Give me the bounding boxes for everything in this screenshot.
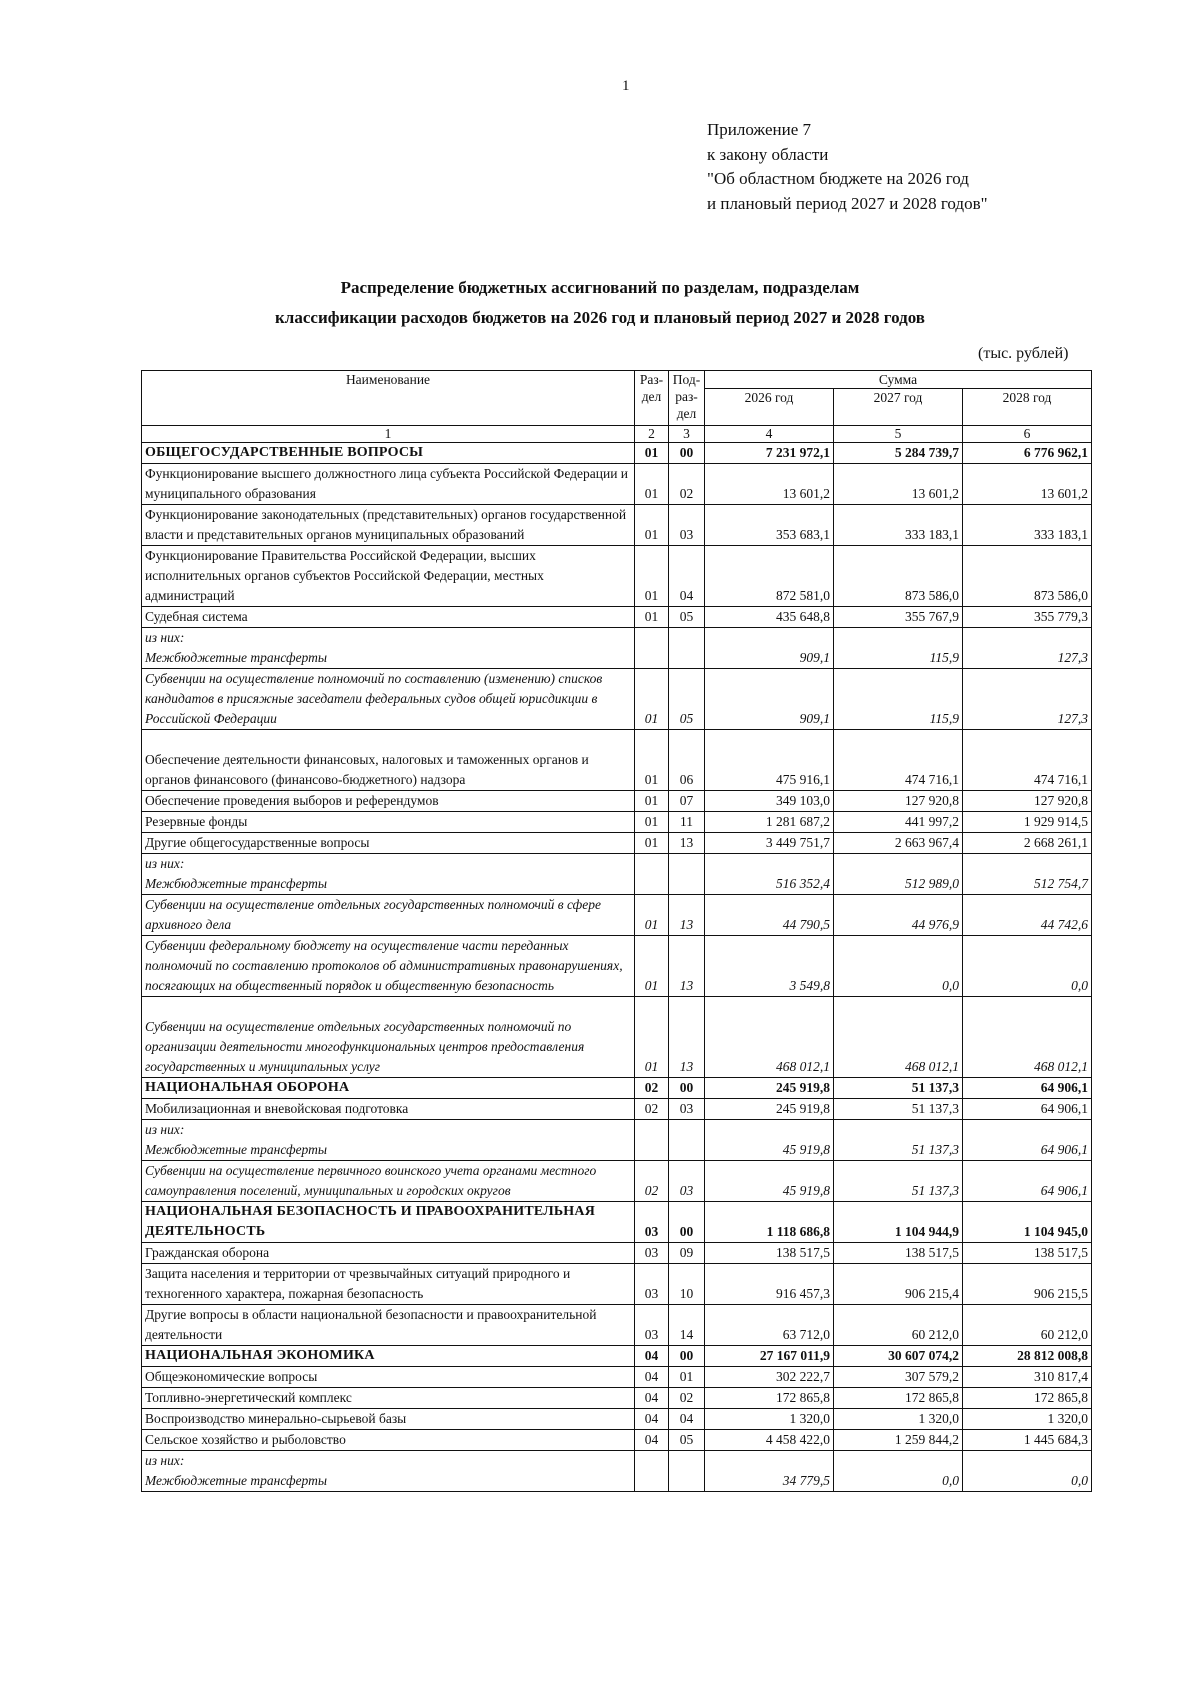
- row-value-2026: 516 352,4: [705, 854, 834, 895]
- row-value-2027: 0,0: [834, 936, 963, 997]
- row-value-2028: 0,0: [963, 1451, 1092, 1492]
- row-section-code: 02: [635, 1078, 669, 1099]
- row-value-2026: 302 222,7: [705, 1367, 834, 1388]
- row-subsection-code: 01: [669, 1367, 705, 1388]
- row-value-2027: 0,0: [834, 1451, 963, 1492]
- row-value-2028: 2 668 261,1: [963, 833, 1092, 854]
- row-subsection-code: 05: [669, 1430, 705, 1451]
- row-value-2027: 355 767,9: [834, 607, 963, 628]
- row-section-code: 04: [635, 1388, 669, 1409]
- row-section-code: [635, 854, 669, 895]
- header-year-2027: 2027 год: [834, 389, 963, 426]
- row-subsection-code: 06: [669, 730, 705, 791]
- row-subsection-code: 07: [669, 791, 705, 812]
- header-year-2026: 2026 год: [705, 389, 834, 426]
- table-row: [142, 669, 1092, 730]
- row-value-2026: 7 231 972,1: [705, 443, 834, 464]
- row-subsection-code: 03: [669, 1161, 705, 1202]
- row-subsection-code: 05: [669, 607, 705, 628]
- row-subsection-code: 00: [669, 1202, 705, 1243]
- row-section-code: 03: [635, 1305, 669, 1346]
- row-value-2026: 1 118 686,8: [705, 1202, 834, 1243]
- row-name: НАЦИОНАЛЬНАЯ ЭКОНОМИКА: [142, 1346, 635, 1367]
- row-section-code: 04: [635, 1346, 669, 1367]
- row-value-2026: 45 919,8: [705, 1120, 834, 1161]
- table-row: [142, 1346, 1092, 1367]
- row-name: Субвенции на осуществление отдельных государственных полномочий в сфере архивного дела: [142, 895, 635, 936]
- row-value-2026: 916 457,3: [705, 1264, 834, 1305]
- row-value-2028: 138 517,5: [963, 1243, 1092, 1264]
- table-row: [142, 464, 1092, 505]
- row-value-2028: 512 754,7: [963, 854, 1092, 895]
- row-section-code: 01: [635, 833, 669, 854]
- row-value-2026: 245 919,8: [705, 1078, 834, 1099]
- row-value-2028: 6 776 962,1: [963, 443, 1092, 464]
- row-value-2027: 51 137,3: [834, 1078, 963, 1099]
- row-section-code: 03: [635, 1243, 669, 1264]
- row-value-2028: 60 212,0: [963, 1305, 1092, 1346]
- row-name: Мобилизационная и вневойсковая подготовка: [142, 1099, 635, 1120]
- row-name: Обеспечение деятельности финансовых, налоговых и таможенных органов и органов финансового (финансово-бюджетного) надзора: [142, 730, 635, 791]
- row-subsection-code: 13: [669, 936, 705, 997]
- row-name: из них: Межбюджетные трансферты: [142, 628, 635, 669]
- row-subsection-code: 13: [669, 997, 705, 1078]
- table-row: [142, 833, 1092, 854]
- appendix-line: Приложение 7: [707, 120, 811, 139]
- row-value-2027: 1 320,0: [834, 1409, 963, 1430]
- column-index: 2: [635, 426, 669, 443]
- row-value-2028: 1 929 914,5: [963, 812, 1092, 833]
- row-subsection-code: [669, 628, 705, 669]
- row-value-2028: 333 183,1: [963, 505, 1092, 546]
- row-value-2027: 5 284 739,7: [834, 443, 963, 464]
- row-subsection-code: 02: [669, 464, 705, 505]
- row-value-2026: 3 449 751,7: [705, 833, 834, 854]
- row-value-2028: 127 920,8: [963, 791, 1092, 812]
- row-name: Субвенции федеральному бюджету на осуществление части переданных полномочий по составлению протоколов об административных правонарушениях, посягающих на общественный порядок и общественную безопасность: [142, 936, 635, 997]
- row-value-2028: 127,3: [963, 628, 1092, 669]
- row-value-2027: 51 137,3: [834, 1120, 963, 1161]
- row-subsection-code: 00: [669, 1346, 705, 1367]
- header-section: Раз-дел: [635, 371, 669, 426]
- budget-table: [141, 370, 1092, 1492]
- row-name: из них: Межбюджетные трансферты: [142, 1120, 635, 1161]
- table-row: [142, 812, 1092, 833]
- row-value-2026: 27 167 011,9: [705, 1346, 834, 1367]
- row-section-code: 04: [635, 1430, 669, 1451]
- row-subsection-code: 02: [669, 1388, 705, 1409]
- row-subsection-code: 03: [669, 505, 705, 546]
- row-subsection-code: [669, 1120, 705, 1161]
- row-section-code: 01: [635, 997, 669, 1078]
- row-subsection-code: 04: [669, 1409, 705, 1430]
- table-row: [142, 1305, 1092, 1346]
- row-subsection-code: 03: [669, 1099, 705, 1120]
- row-value-2027: 468 012,1: [834, 997, 963, 1078]
- title-line: классификации расходов бюджетов на 2026 год и плановый период 2027 и 2028 годов: [275, 308, 925, 327]
- column-index: 4: [705, 426, 834, 443]
- table-row: [142, 1388, 1092, 1409]
- row-section-code: 01: [635, 730, 669, 791]
- table-row: [142, 1078, 1092, 1099]
- document-title: [0, 273, 1200, 333]
- row-value-2028: 355 779,3: [963, 607, 1092, 628]
- row-value-2027: 906 215,4: [834, 1264, 963, 1305]
- row-value-2026: 138 517,5: [705, 1243, 834, 1264]
- row-value-2027: 307 579,2: [834, 1367, 963, 1388]
- row-value-2028: 1 445 684,3: [963, 1430, 1092, 1451]
- row-value-2026: 4 458 422,0: [705, 1430, 834, 1451]
- row-value-2028: 64 906,1: [963, 1120, 1092, 1161]
- row-name: Воспроизводство минерально-сырьевой базы: [142, 1409, 635, 1430]
- table-row: [142, 854, 1092, 895]
- column-index: 1: [142, 426, 635, 443]
- row-name: Субвенции на осуществление полномочий по составлению (изменению) списков кандидатов в присяжные заседатели федеральных судов общей юрисдикции в Российской Федерации: [142, 669, 635, 730]
- row-value-2027: 441 997,2: [834, 812, 963, 833]
- column-index: 5: [834, 426, 963, 443]
- row-value-2027: 1 259 844,2: [834, 1430, 963, 1451]
- row-subsection-code: 00: [669, 1078, 705, 1099]
- row-section-code: 01: [635, 812, 669, 833]
- row-section-code: 02: [635, 1099, 669, 1120]
- row-name: из них: Межбюджетные трансферты: [142, 854, 635, 895]
- row-value-2026: 34 779,5: [705, 1451, 834, 1492]
- row-value-2027: 138 517,5: [834, 1243, 963, 1264]
- row-section-code: [635, 1451, 669, 1492]
- table-row: [142, 1264, 1092, 1305]
- row-subsection-code: 13: [669, 895, 705, 936]
- row-section-code: 03: [635, 1264, 669, 1305]
- row-value-2027: 333 183,1: [834, 505, 963, 546]
- row-section-code: 01: [635, 895, 669, 936]
- row-section-code: 01: [635, 443, 669, 464]
- row-name: Другие вопросы в области национальной безопасности и правоохранительной деятельности: [142, 1305, 635, 1346]
- row-value-2027: 115,9: [834, 669, 963, 730]
- row-subsection-code: 10: [669, 1264, 705, 1305]
- row-subsection-code: 13: [669, 833, 705, 854]
- row-value-2028: 13 601,2: [963, 464, 1092, 505]
- table-row: [142, 1243, 1092, 1264]
- row-name: Субвенции на осуществление отдельных государственных полномочий по организации деятельности многофункциональных центров предоставления государственных и муниципальных услуг: [142, 997, 635, 1078]
- row-name: Защита населения и территории от чрезвычайных ситуаций природного и техногенного характера, пожарная безопасность: [142, 1264, 635, 1305]
- row-section-code: 01: [635, 546, 669, 607]
- row-value-2028: 0,0: [963, 936, 1092, 997]
- row-value-2028: 906 215,5: [963, 1264, 1092, 1305]
- row-value-2028: 172 865,8: [963, 1388, 1092, 1409]
- row-section-code: 04: [635, 1367, 669, 1388]
- row-value-2027: 512 989,0: [834, 854, 963, 895]
- row-value-2027: 873 586,0: [834, 546, 963, 607]
- row-name: Функционирование законодательных (представительных) органов государственной власти и представительных органов муниципальных образований: [142, 505, 635, 546]
- row-section-code: 02: [635, 1161, 669, 1202]
- row-value-2026: 1 281 687,2: [705, 812, 834, 833]
- column-index: 3: [669, 426, 705, 443]
- table-row: [142, 1099, 1092, 1120]
- row-subsection-code: 11: [669, 812, 705, 833]
- row-name: Топливно-энергетический комплекс: [142, 1388, 635, 1409]
- row-value-2028: 873 586,0: [963, 546, 1092, 607]
- row-name: из них: Межбюджетные трансферты: [142, 1451, 635, 1492]
- row-section-code: [635, 628, 669, 669]
- table-row: [142, 607, 1092, 628]
- row-value-2026: 3 549,8: [705, 936, 834, 997]
- row-name: Функционирование высшего должностного лица субъекта Российской Федерации и муниципального образования: [142, 464, 635, 505]
- row-value-2027: 172 865,8: [834, 1388, 963, 1409]
- column-index: 6: [963, 426, 1092, 443]
- table-body: [142, 443, 1092, 1492]
- row-value-2028: 474 716,1: [963, 730, 1092, 791]
- row-value-2026: 45 919,8: [705, 1161, 834, 1202]
- row-value-2026: 1 320,0: [705, 1409, 834, 1430]
- row-value-2026: 468 012,1: [705, 997, 834, 1078]
- row-value-2026: 245 919,8: [705, 1099, 834, 1120]
- table-row: [142, 1120, 1092, 1161]
- row-subsection-code: 09: [669, 1243, 705, 1264]
- table-row: [142, 730, 1092, 791]
- table-row: [142, 1430, 1092, 1451]
- row-subsection-code: 00: [669, 443, 705, 464]
- row-value-2026: 349 103,0: [705, 791, 834, 812]
- row-value-2026: 13 601,2: [705, 464, 834, 505]
- row-name: Обеспечение проведения выборов и референдумов: [142, 791, 635, 812]
- appendix-note: [707, 118, 988, 216]
- row-value-2027: 13 601,2: [834, 464, 963, 505]
- row-name: Гражданская оборона: [142, 1243, 635, 1264]
- row-section-code: 01: [635, 505, 669, 546]
- row-name: Судебная система: [142, 607, 635, 628]
- header-year-2028: 2028 год: [963, 389, 1092, 426]
- row-value-2026: 63 712,0: [705, 1305, 834, 1346]
- row-name: Субвенции на осуществление первичного воинского учета органами местного самоуправления поселений, муниципальных и городских округов: [142, 1161, 635, 1202]
- row-value-2027: 51 137,3: [834, 1099, 963, 1120]
- appendix-line: к закону области: [707, 144, 829, 164]
- row-value-2027: 127 920,8: [834, 791, 963, 812]
- header-row: [142, 371, 1092, 389]
- row-value-2028: 64 906,1: [963, 1161, 1092, 1202]
- row-name: Функционирование Правительства Российской Федерации, высших исполнительных органов субъектов Российской Федерации, местных администраций: [142, 546, 635, 607]
- row-value-2026: 44 790,5: [705, 895, 834, 936]
- row-value-2027: 44 976,9: [834, 895, 963, 936]
- row-value-2028: 310 817,4: [963, 1367, 1092, 1388]
- appendix-line: и плановый период 2027 и 2028 годов": [707, 193, 988, 213]
- row-section-code: 01: [635, 936, 669, 997]
- row-subsection-code: 14: [669, 1305, 705, 1346]
- row-value-2028: 64 906,1: [963, 1078, 1092, 1099]
- table-row: [142, 1161, 1092, 1202]
- title-line: Распределение бюджетных ассигнований по разделам, подразделам: [340, 278, 860, 297]
- table-row: [142, 791, 1092, 812]
- row-value-2026: 872 581,0: [705, 546, 834, 607]
- table-row: [142, 505, 1092, 546]
- row-section-code: 01: [635, 791, 669, 812]
- table-row: [142, 895, 1092, 936]
- row-subsection-code: 05: [669, 669, 705, 730]
- table-row: [142, 628, 1092, 669]
- table-row: [142, 1451, 1092, 1492]
- header-sum: Сумма: [705, 371, 1092, 389]
- row-section-code: 04: [635, 1409, 669, 1430]
- row-value-2027: 1 104 944,9: [834, 1202, 963, 1243]
- row-value-2026: 172 865,8: [705, 1388, 834, 1409]
- row-subsection-code: 04: [669, 546, 705, 607]
- row-value-2027: 2 663 967,4: [834, 833, 963, 854]
- header-subsection: Под-раз-дел: [669, 371, 705, 426]
- row-section-code: 01: [635, 607, 669, 628]
- row-name: Сельское хозяйство и рыболовство: [142, 1430, 635, 1451]
- row-value-2027: 30 607 074,2: [834, 1346, 963, 1367]
- page-number: 1: [622, 78, 630, 94]
- row-name: ОБЩЕГОСУДАРСТВЕННЫЕ ВОПРОСЫ: [142, 443, 635, 464]
- column-index-row: [142, 426, 1092, 443]
- row-value-2027: 51 137,3: [834, 1161, 963, 1202]
- row-section-code: 01: [635, 464, 669, 505]
- row-value-2028: 1 320,0: [963, 1409, 1092, 1430]
- row-value-2026: 353 683,1: [705, 505, 834, 546]
- row-value-2026: 435 648,8: [705, 607, 834, 628]
- row-value-2028: 28 812 008,8: [963, 1346, 1092, 1367]
- row-name: Другие общегосударственные вопросы: [142, 833, 635, 854]
- row-value-2027: 60 212,0: [834, 1305, 963, 1346]
- row-name: НАЦИОНАЛЬНАЯ БЕЗОПАСНОСТЬ И ПРАВООХРАНИТЕЛЬНАЯ ДЕЯТЕЛЬНОСТЬ: [142, 1202, 635, 1243]
- row-section-code: 03: [635, 1202, 669, 1243]
- table-row: [142, 1409, 1092, 1430]
- row-value-2026: 909,1: [705, 669, 834, 730]
- row-value-2027: 115,9: [834, 628, 963, 669]
- units-label: (тыс. рублей): [978, 345, 1069, 362]
- row-value-2028: 44 742,6: [963, 895, 1092, 936]
- row-subsection-code: [669, 854, 705, 895]
- row-name: Резервные фонды: [142, 812, 635, 833]
- row-value-2028: 64 906,1: [963, 1099, 1092, 1120]
- row-value-2027: 474 716,1: [834, 730, 963, 791]
- table-row: [142, 936, 1092, 997]
- row-name: НАЦИОНАЛЬНАЯ ОБОРОНА: [142, 1078, 635, 1099]
- table-row: [142, 546, 1092, 607]
- table-row: [142, 997, 1092, 1078]
- table-row: [142, 1202, 1092, 1243]
- row-value-2026: 909,1: [705, 628, 834, 669]
- row-section-code: 01: [635, 669, 669, 730]
- row-name: Общеэкономические вопросы: [142, 1367, 635, 1388]
- header-name: Наименование: [142, 371, 635, 426]
- row-value-2028: 1 104 945,0: [963, 1202, 1092, 1243]
- table-row: [142, 443, 1092, 464]
- table-row: [142, 1367, 1092, 1388]
- row-value-2028: 468 012,1: [963, 997, 1092, 1078]
- appendix-line: "Об областном бюджете на 2026 год: [707, 169, 969, 188]
- row-section-code: [635, 1120, 669, 1161]
- row-value-2028: 127,3: [963, 669, 1092, 730]
- row-subsection-code: [669, 1451, 705, 1492]
- row-value-2026: 475 916,1: [705, 730, 834, 791]
